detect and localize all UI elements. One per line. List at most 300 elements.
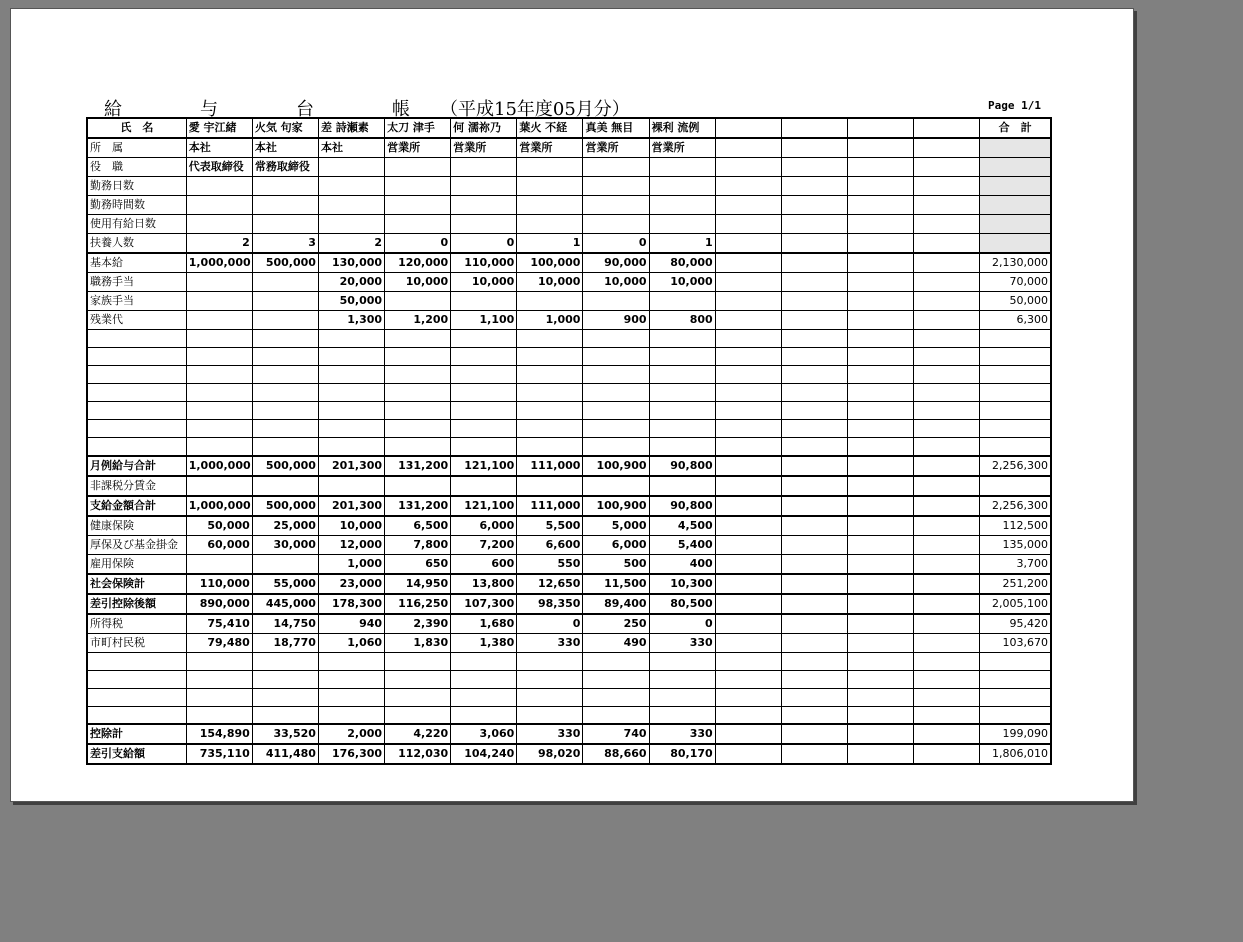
empty-cell — [781, 253, 847, 273]
value-cell: 330 — [517, 724, 583, 744]
value-cell: 50,000 — [318, 292, 384, 311]
value-cell: 500 — [583, 554, 649, 574]
empty-cell — [715, 535, 781, 554]
value-cell: 10,000 — [649, 273, 715, 292]
value-cell: 121,100 — [451, 456, 517, 476]
value-cell: 6,500 — [385, 516, 451, 536]
value-cell: 50,000 — [186, 516, 252, 536]
blank-row — [87, 652, 1051, 670]
empty-cell — [715, 614, 781, 634]
value-cell: 4,220 — [385, 724, 451, 744]
blank-row — [87, 688, 1051, 706]
value-cell — [451, 420, 517, 438]
empty-cell — [847, 366, 913, 384]
value-cell — [451, 215, 517, 234]
value-cell: 1,000,000 — [186, 496, 252, 516]
value-cell — [186, 330, 252, 348]
office-cell: 本社 — [252, 138, 318, 158]
value-cell — [318, 366, 384, 384]
value-cell — [385, 438, 451, 456]
value-cell — [583, 196, 649, 215]
empty-cell — [715, 594, 781, 614]
value-cell — [649, 292, 715, 311]
value-cell — [252, 384, 318, 402]
empty-cell — [715, 688, 781, 706]
value-cell — [318, 196, 384, 215]
value-cell: 740 — [583, 724, 649, 744]
value-cell — [385, 476, 451, 496]
value-cell — [517, 348, 583, 366]
post-cell — [517, 158, 583, 177]
row-label: 家族手当 — [87, 292, 186, 311]
value-cell: 176,300 — [318, 744, 384, 764]
workdays-row — [87, 177, 1051, 196]
value-cell: 5,400 — [649, 535, 715, 554]
empty-cell — [847, 118, 913, 138]
dependents-row — [87, 234, 1051, 254]
total-cell — [980, 688, 1051, 706]
value-cell: 131,200 — [385, 456, 451, 476]
employee-name-cell: 葉火 不経 — [517, 118, 583, 138]
value-cell: 1,300 — [318, 311, 384, 330]
value-cell — [252, 670, 318, 688]
value-cell — [451, 652, 517, 670]
empty-cell — [715, 253, 781, 273]
base-row — [87, 253, 1051, 273]
pay-total-row — [87, 496, 1051, 516]
empty-cell — [914, 574, 980, 594]
empty-cell — [847, 138, 913, 158]
value-cell: 100,900 — [583, 456, 649, 476]
value-cell — [385, 706, 451, 724]
incometax-row — [87, 614, 1051, 634]
empty-cell — [914, 456, 980, 476]
empty-cell — [781, 330, 847, 348]
value-cell — [318, 384, 384, 402]
empty-cell — [781, 476, 847, 496]
empty-cell — [715, 330, 781, 348]
empty-cell — [781, 118, 847, 138]
paidleave-row — [87, 215, 1051, 234]
value-cell — [517, 366, 583, 384]
payroll-ledger-table — [86, 117, 1052, 765]
value-cell: 3 — [252, 234, 318, 254]
overtime-row — [87, 311, 1051, 330]
pension-row — [87, 535, 1051, 554]
office-cell: 営業所 — [583, 138, 649, 158]
value-cell — [318, 402, 384, 420]
value-cell — [385, 384, 451, 402]
blank-row — [87, 366, 1051, 384]
row-label: 月例給与合計 — [87, 456, 186, 476]
value-cell — [385, 292, 451, 311]
value-cell — [649, 670, 715, 688]
empty-cell — [914, 253, 980, 273]
value-cell: 110,000 — [451, 253, 517, 273]
empty-cell — [847, 348, 913, 366]
value-cell: 10,000 — [385, 273, 451, 292]
office-row — [87, 138, 1051, 158]
value-cell — [252, 366, 318, 384]
empty-cell — [847, 292, 913, 311]
value-cell: 100,900 — [583, 496, 649, 516]
value-cell: 107,300 — [451, 594, 517, 614]
empty-cell — [914, 366, 980, 384]
value-cell: 79,480 — [186, 633, 252, 652]
total-cell: 251,200 — [980, 574, 1051, 594]
value-cell — [252, 402, 318, 420]
value-cell — [451, 292, 517, 311]
value-cell — [186, 670, 252, 688]
row-label: 市町村民税 — [87, 633, 186, 652]
total-cell — [980, 177, 1051, 196]
empty-cell — [715, 706, 781, 724]
empty-cell — [715, 196, 781, 215]
value-cell — [186, 292, 252, 311]
value-cell — [451, 402, 517, 420]
empty-cell — [715, 402, 781, 420]
value-cell: 90,800 — [649, 456, 715, 476]
value-cell — [186, 438, 252, 456]
total-cell: 112,500 — [980, 516, 1051, 536]
value-cell: 400 — [649, 554, 715, 574]
total-cell — [980, 348, 1051, 366]
value-cell: 120,000 — [385, 253, 451, 273]
value-cell: 2 — [186, 234, 252, 254]
empty-cell — [715, 652, 781, 670]
value-cell — [252, 688, 318, 706]
row-label: 勤務時間数 — [87, 196, 186, 215]
value-cell — [385, 402, 451, 420]
row-label: 職務手当 — [87, 273, 186, 292]
value-cell: 940 — [318, 614, 384, 634]
value-cell: 735,110 — [186, 744, 252, 764]
value-cell — [451, 670, 517, 688]
employee-name-cell: 愛 宇江緒 — [186, 118, 252, 138]
empty-cell — [847, 456, 913, 476]
row-label: 支給金額合計 — [87, 496, 186, 516]
value-cell: 10,000 — [517, 273, 583, 292]
value-cell — [583, 670, 649, 688]
value-cell: 1,000,000 — [186, 456, 252, 476]
value-cell — [318, 476, 384, 496]
value-cell: 23,000 — [318, 574, 384, 594]
value-cell — [649, 177, 715, 196]
value-cell: 7,200 — [451, 535, 517, 554]
value-cell: 33,520 — [252, 724, 318, 744]
empty-cell — [781, 633, 847, 652]
value-cell: 411,480 — [252, 744, 318, 764]
value-cell — [451, 384, 517, 402]
total-cell — [980, 706, 1051, 724]
empty-cell — [847, 554, 913, 574]
value-cell — [186, 366, 252, 384]
empty-cell — [914, 633, 980, 652]
value-cell: 650 — [385, 554, 451, 574]
empty-cell — [914, 706, 980, 724]
empty-cell — [715, 420, 781, 438]
value-cell — [649, 215, 715, 234]
value-cell — [517, 670, 583, 688]
value-cell: 1,830 — [385, 633, 451, 652]
empty-cell — [715, 476, 781, 496]
value-cell — [186, 688, 252, 706]
empty-cell — [847, 158, 913, 177]
value-cell: 116,250 — [385, 594, 451, 614]
empty-cell — [847, 496, 913, 516]
value-cell: 90,000 — [583, 253, 649, 273]
office-cell: 営業所 — [517, 138, 583, 158]
total-cell — [980, 402, 1051, 420]
value-cell — [517, 420, 583, 438]
empty-cell — [914, 158, 980, 177]
blank-row — [87, 384, 1051, 402]
empty-cell — [715, 496, 781, 516]
value-cell — [252, 652, 318, 670]
post-cell: 常務取締役 — [252, 158, 318, 177]
value-cell — [186, 215, 252, 234]
value-cell: 1,000 — [318, 554, 384, 574]
after-deduct-row — [87, 594, 1051, 614]
empty-cell — [715, 138, 781, 158]
value-cell — [318, 348, 384, 366]
empty-cell — [781, 158, 847, 177]
value-cell — [649, 438, 715, 456]
empty-cell — [914, 438, 980, 456]
total-cell: 6,300 — [980, 311, 1051, 330]
page-number: Page 1/1 — [988, 99, 1041, 112]
office-cell: 営業所 — [649, 138, 715, 158]
post-row — [87, 158, 1051, 177]
header-row — [87, 118, 1051, 138]
value-cell: 100,000 — [517, 253, 583, 273]
empty-cell — [781, 177, 847, 196]
value-cell: 890,000 — [186, 594, 252, 614]
value-cell: 13,800 — [451, 574, 517, 594]
empty-cell — [847, 177, 913, 196]
empty-cell — [847, 234, 913, 254]
empty-cell — [715, 574, 781, 594]
value-cell — [583, 438, 649, 456]
empty-cell — [781, 234, 847, 254]
value-cell: 6,600 — [517, 535, 583, 554]
empty-cell — [781, 138, 847, 158]
row-label — [87, 688, 186, 706]
value-cell: 89,400 — [583, 594, 649, 614]
value-cell — [583, 402, 649, 420]
value-cell — [517, 177, 583, 196]
empty-cell — [715, 311, 781, 330]
value-cell — [385, 420, 451, 438]
value-cell: 3,060 — [451, 724, 517, 744]
value-cell — [517, 706, 583, 724]
empty-cell — [781, 614, 847, 634]
empty-cell — [781, 215, 847, 234]
empty-cell — [847, 420, 913, 438]
total-cell: 2,256,300 — [980, 456, 1051, 476]
empty-cell — [847, 670, 913, 688]
total-cell — [980, 670, 1051, 688]
value-cell: 490 — [583, 633, 649, 652]
value-cell — [252, 476, 318, 496]
value-cell: 201,300 — [318, 456, 384, 476]
empty-cell — [715, 215, 781, 234]
value-cell: 330 — [649, 724, 715, 744]
total-cell — [980, 438, 1051, 456]
value-cell: 10,000 — [583, 273, 649, 292]
value-cell: 60,000 — [186, 535, 252, 554]
empty-cell — [715, 273, 781, 292]
empty-cell — [781, 574, 847, 594]
value-cell: 330 — [649, 633, 715, 652]
value-cell — [186, 196, 252, 215]
net-pay-row — [87, 744, 1051, 764]
value-cell: 178,300 — [318, 594, 384, 614]
empty-cell — [914, 420, 980, 438]
employment-row — [87, 554, 1051, 574]
total-cell: 2,130,000 — [980, 253, 1051, 273]
empty-cell — [847, 744, 913, 764]
empty-cell — [847, 253, 913, 273]
value-cell: 900 — [583, 311, 649, 330]
value-cell — [517, 196, 583, 215]
blank-row — [87, 420, 1051, 438]
post-cell — [385, 158, 451, 177]
empty-cell — [847, 516, 913, 536]
value-cell: 500,000 — [252, 456, 318, 476]
empty-cell — [914, 594, 980, 614]
value-cell: 131,200 — [385, 496, 451, 516]
value-cell — [186, 384, 252, 402]
empty-cell — [914, 234, 980, 254]
value-cell — [451, 196, 517, 215]
total-cell: 135,000 — [980, 535, 1051, 554]
value-cell: 98,020 — [517, 744, 583, 764]
value-cell — [583, 292, 649, 311]
total-cell: 合 計 — [980, 118, 1051, 138]
value-cell — [583, 652, 649, 670]
total-cell: 2,256,300 — [980, 496, 1051, 516]
blank-row — [87, 670, 1051, 688]
value-cell: 1,200 — [385, 311, 451, 330]
empty-cell — [847, 633, 913, 652]
row-label: 使用有給日数 — [87, 215, 186, 234]
employee-name-cell: 太刀 津手 — [385, 118, 451, 138]
row-label — [87, 348, 186, 366]
row-label: 厚保及び基金掛金 — [87, 535, 186, 554]
residenttax-row — [87, 633, 1051, 652]
empty-cell — [781, 402, 847, 420]
empty-cell — [914, 535, 980, 554]
value-cell — [649, 384, 715, 402]
empty-cell — [914, 273, 980, 292]
row-label: 非課税分賃金 — [87, 476, 186, 496]
empty-cell — [914, 652, 980, 670]
value-cell — [583, 215, 649, 234]
value-cell: 1 — [517, 234, 583, 254]
value-cell: 0 — [583, 234, 649, 254]
value-cell — [252, 177, 318, 196]
employee-name-cell: 何 濡祢乃 — [451, 118, 517, 138]
value-cell — [583, 688, 649, 706]
value-cell: 80,000 — [649, 253, 715, 273]
value-cell — [385, 366, 451, 384]
total-cell — [980, 476, 1051, 496]
empty-cell — [914, 196, 980, 215]
value-cell: 20,000 — [318, 273, 384, 292]
empty-cell — [781, 311, 847, 330]
value-cell: 12,650 — [517, 574, 583, 594]
total-cell: 50,000 — [980, 292, 1051, 311]
employee-name-cell: 真美 無目 — [583, 118, 649, 138]
value-cell — [649, 348, 715, 366]
value-cell — [252, 196, 318, 215]
value-cell: 30,000 — [252, 535, 318, 554]
value-cell: 14,950 — [385, 574, 451, 594]
value-cell: 110,000 — [186, 574, 252, 594]
office-cell: 営業所 — [451, 138, 517, 158]
value-cell: 800 — [649, 311, 715, 330]
value-cell: 0 — [649, 614, 715, 634]
row-label: 社会保険計 — [87, 574, 186, 594]
value-cell — [252, 330, 318, 348]
employee-name-cell: 差 詩瀬素 — [318, 118, 384, 138]
total-cell: 95,420 — [980, 614, 1051, 634]
blank-row — [87, 706, 1051, 724]
value-cell — [385, 177, 451, 196]
empty-cell — [715, 348, 781, 366]
value-cell — [451, 476, 517, 496]
value-cell — [649, 366, 715, 384]
empty-cell — [715, 234, 781, 254]
row-label: 残業代 — [87, 311, 186, 330]
empty-cell — [847, 311, 913, 330]
empty-cell — [715, 292, 781, 311]
post-cell — [451, 158, 517, 177]
post-cell — [318, 158, 384, 177]
row-label — [87, 420, 186, 438]
value-cell — [517, 688, 583, 706]
total-cell: 70,000 — [980, 273, 1051, 292]
empty-cell — [715, 177, 781, 196]
value-cell: 2 — [318, 234, 384, 254]
empty-cell — [781, 366, 847, 384]
total-cell — [980, 215, 1051, 234]
value-cell: 1 — [649, 234, 715, 254]
value-cell — [318, 670, 384, 688]
value-cell — [517, 215, 583, 234]
blank-row — [87, 348, 1051, 366]
value-cell — [385, 688, 451, 706]
empty-cell — [715, 633, 781, 652]
value-cell — [252, 438, 318, 456]
empty-cell — [781, 456, 847, 476]
value-cell: 1,680 — [451, 614, 517, 634]
value-cell — [583, 384, 649, 402]
empty-cell — [781, 652, 847, 670]
value-cell: 12,000 — [318, 535, 384, 554]
empty-cell — [781, 420, 847, 438]
value-cell — [451, 688, 517, 706]
total-cell: 3,700 — [980, 554, 1051, 574]
value-cell — [583, 706, 649, 724]
value-cell: 2,390 — [385, 614, 451, 634]
row-label — [87, 652, 186, 670]
value-cell: 88,660 — [583, 744, 649, 764]
value-cell — [252, 273, 318, 292]
value-cell: 10,000 — [451, 273, 517, 292]
row-label: 健康保険 — [87, 516, 186, 536]
